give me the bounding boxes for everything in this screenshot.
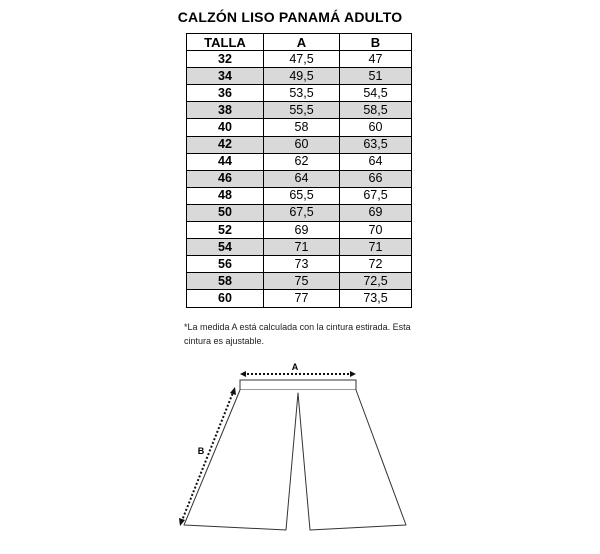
cell-talla: 52 [187,222,264,239]
table-row [187,153,412,170]
table-row [187,239,412,256]
cell-talla: 44 [187,153,264,170]
table-row [187,222,412,239]
table-row [187,290,412,307]
cell-talla: 60 [187,290,264,307]
cell-b: 54,5 [340,85,412,102]
cell-talla: 54 [187,239,264,256]
cell-talla: 50 [187,204,264,221]
cell-b: 72 [340,256,412,273]
measurement-note [184,320,424,348]
cell-b: 47 [340,51,412,68]
table-row [187,170,412,187]
shorts-outline [184,390,406,530]
cell-talla: 46 [187,170,264,187]
cell-talla: 38 [187,102,264,119]
waistband [240,380,356,390]
cell-b: 73,5 [340,290,412,307]
note-line-2: cintura es ajustable. [184,336,265,346]
note-line-1: *La medida A está calculada con la cintura estirada. Esta [184,322,411,332]
table-header-row [187,34,412,51]
dimension-b-label: B [197,446,205,456]
header-a: A [264,34,340,51]
cell-b: 51 [340,68,412,85]
cell-a: 75 [264,273,340,290]
cell-a: 77 [264,290,340,307]
cell-a: 53,5 [264,85,340,102]
cell-b: 69 [340,204,412,221]
table-row [187,102,412,119]
table-row [187,273,412,290]
table-row [187,51,412,68]
dimension-a-label: A [291,362,299,372]
cell-a: 49,5 [264,68,340,85]
cell-b: 63,5 [340,136,412,153]
table-row [187,68,412,85]
cell-b: 64 [340,153,412,170]
cell-talla: 56 [187,256,264,273]
cell-a: 64 [264,170,340,187]
cell-a: 47,5 [264,51,340,68]
cell-b: 70 [340,222,412,239]
table-row [187,136,412,153]
cell-a: 58 [264,119,340,136]
dimension-a-arrow-left [240,371,246,377]
cell-a: 60 [264,136,340,153]
dimension-b-arrow-top [230,387,236,395]
header-talla: TALLA [187,34,264,51]
cell-a: 71 [264,239,340,256]
page-title: CALZÓN LISO PANAMÁ ADULTO [177,9,403,25]
cell-b: 71 [340,239,412,256]
cell-talla: 42 [187,136,264,153]
cell-talla: 34 [187,68,264,85]
cell-b: 72,5 [340,273,412,290]
cell-talla: 32 [187,51,264,68]
table-row [187,119,412,136]
cell-b: 60 [340,119,412,136]
cell-a: 73 [264,256,340,273]
table-row [187,256,412,273]
cell-b: 58,5 [340,102,412,119]
table-row [187,204,412,221]
size-table [186,33,412,308]
cell-a: 65,5 [264,187,340,204]
cell-b: 67,5 [340,187,412,204]
cell-talla: 36 [187,85,264,102]
cell-a: 67,5 [264,204,340,221]
cell-a: 69 [264,222,340,239]
cell-a: 55,5 [264,102,340,119]
cell-a: 62 [264,153,340,170]
cell-talla: 40 [187,119,264,136]
cell-talla: 58 [187,273,264,290]
cell-talla: 48 [187,187,264,204]
shorts-diagram [170,360,430,550]
table-row [187,187,412,204]
cell-b: 66 [340,170,412,187]
table-row [187,85,412,102]
dimension-a-arrow-right [350,371,356,377]
header-b: B [340,34,412,51]
